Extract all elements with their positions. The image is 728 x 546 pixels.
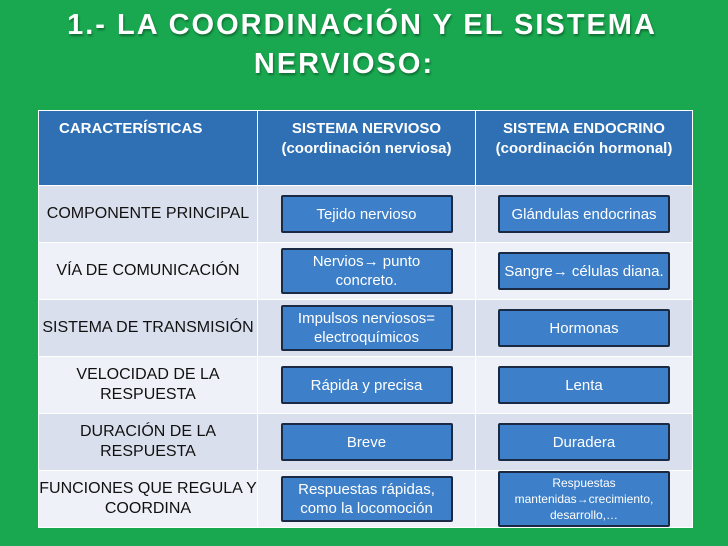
cell-nervioso (258, 357, 476, 414)
value-box: Lenta (498, 366, 670, 404)
cell-endocrino (476, 300, 693, 357)
slide-title (0, 6, 728, 84)
header-sistema-endocrino: SISTEMA ENDOCRINO (coordinación hormonal) (476, 111, 693, 186)
cell-endocrino (476, 186, 693, 243)
cell-nervioso (258, 300, 476, 357)
comparison-table (38, 110, 693, 528)
value-box: Tejido nervioso (281, 195, 453, 233)
title-line-1: 1.- LA COORDINACIÓN Y EL SISTEMA (67, 9, 657, 41)
value-box: Nervios→ punto concreto. (281, 248, 453, 294)
cell-endocrino (476, 357, 693, 414)
table-row (39, 300, 693, 357)
value-box: Rápida y precisa (281, 366, 453, 404)
header-caracteristicas: CARACTERÍSTICAS (39, 111, 258, 186)
table-row (39, 357, 693, 414)
table-row (39, 186, 693, 243)
row-label: DURACIÓN DE LA RESPUESTA (39, 414, 258, 471)
value-box: Respuestas mantenidas→crecimiento, desarrollo,… (498, 471, 670, 527)
value-box: Glándulas endocrinas (498, 195, 670, 233)
value-box: Hormonas (498, 309, 670, 347)
table-row (39, 243, 693, 300)
cell-endocrino (476, 414, 693, 471)
value-box: Breve (281, 423, 453, 461)
header-sistema-nervioso: SISTEMA NERVIOSO (coordinación nerviosa) (258, 111, 476, 186)
value-box: Duradera (498, 423, 670, 461)
table-row (39, 414, 693, 471)
row-label: VÍA DE COMUNICACIÓN (39, 243, 258, 300)
cell-nervioso (258, 414, 476, 471)
value-box: Respuestas rápidas, como la locomoción (281, 476, 453, 522)
cell-nervioso (258, 243, 476, 300)
cell-endocrino (476, 471, 693, 528)
cell-nervioso (258, 186, 476, 243)
value-box: Sangre→ células diana. (498, 252, 670, 290)
table-row (39, 471, 693, 528)
row-label: COMPONENTE PRINCIPAL (39, 186, 258, 243)
cell-endocrino (476, 243, 693, 300)
value-box: Impulsos nerviosos= electroquímicos (281, 305, 453, 351)
row-label: SISTEMA DE TRANSMISIÓN (39, 300, 258, 357)
row-label: FUNCIONES QUE REGULA Y COORDINA (39, 471, 258, 528)
title-line-2: NERVIOSO: (253, 48, 435, 80)
cell-nervioso (258, 471, 476, 528)
table-header-row (39, 111, 693, 186)
row-label: VELOCIDAD DE LA RESPUESTA (39, 357, 258, 414)
